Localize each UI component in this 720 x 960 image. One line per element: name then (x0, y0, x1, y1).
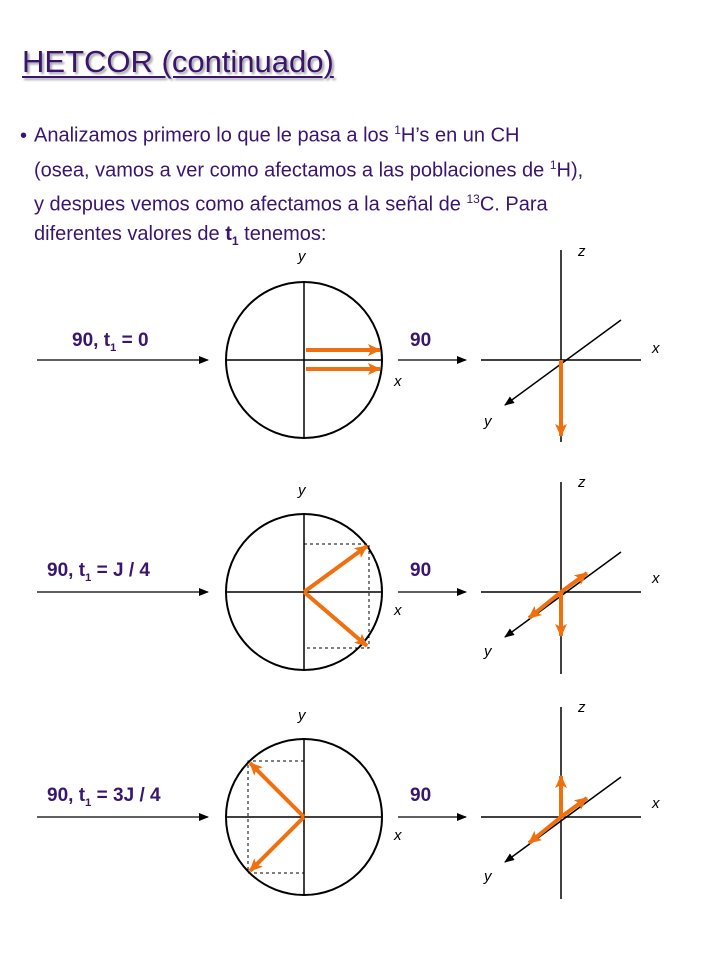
row2-3d-vector-front (529, 592, 561, 618)
bullet-icon: • (20, 124, 28, 147)
row2-3d-z-label: z (578, 474, 586, 491)
row3-vector-up (250, 763, 304, 817)
row2-second-pulse-label: 90 (410, 560, 432, 581)
row2-group (37, 482, 641, 674)
row3-3d-vector-front (529, 817, 561, 843)
row1-group (37, 250, 641, 442)
row3-3d-vector-back (561, 798, 587, 817)
row1-3d-x-label: x (652, 340, 660, 357)
row2-3d-vector-back (561, 573, 587, 592)
row3-circle-x-label: x (394, 827, 402, 844)
row2-circle-x-label: x (394, 602, 402, 619)
row2-projection-lines (304, 544, 369, 648)
row2-3d-y-label: y (484, 643, 492, 660)
row3-group (37, 707, 641, 899)
row3-second-pulse-label: 90 (410, 785, 432, 806)
row1-circle-x-label: x (394, 373, 402, 390)
row3-vector-down (250, 817, 304, 871)
row1-pulse-label: 90, $t_1 = 0$ (72, 330, 149, 354)
row3-pulse-label: 90, $t_1 = 3J / 4$ (47, 785, 161, 809)
row1-3d-z-label: z (578, 243, 586, 260)
row1-circle-y-label: y (298, 248, 306, 265)
row2-circle-y-label: y (298, 482, 306, 499)
row2-vector-down (304, 592, 367, 646)
intro-paragraph: • Analizamos primero lo que le pasa a los $^1$H’s en un CH (osea, vamos a ver como afectamos a las poblaciones de $^1$H), y despues vemos como afectamos a la señal de $^{13}$C. Para diferentes valores de $t_1$ tenemos: (20, 123, 584, 248)
page-title: HETCOR (continuado) (22, 44, 334, 79)
row3-3d-x-label: x (652, 795, 660, 812)
row3-3d-y-label: y (484, 868, 492, 885)
row2-vector-up (304, 546, 367, 592)
row2-pulse-label: 90, $t_1 = J / 4$ (47, 560, 150, 584)
row1-3d-y-label: y (484, 413, 492, 430)
row3-3d-z-label: z (578, 699, 586, 716)
row3-circle-y-label: y (298, 707, 306, 724)
row2-3d-x-label: x (652, 570, 660, 587)
row1-second-pulse-label: 90 (410, 330, 432, 351)
